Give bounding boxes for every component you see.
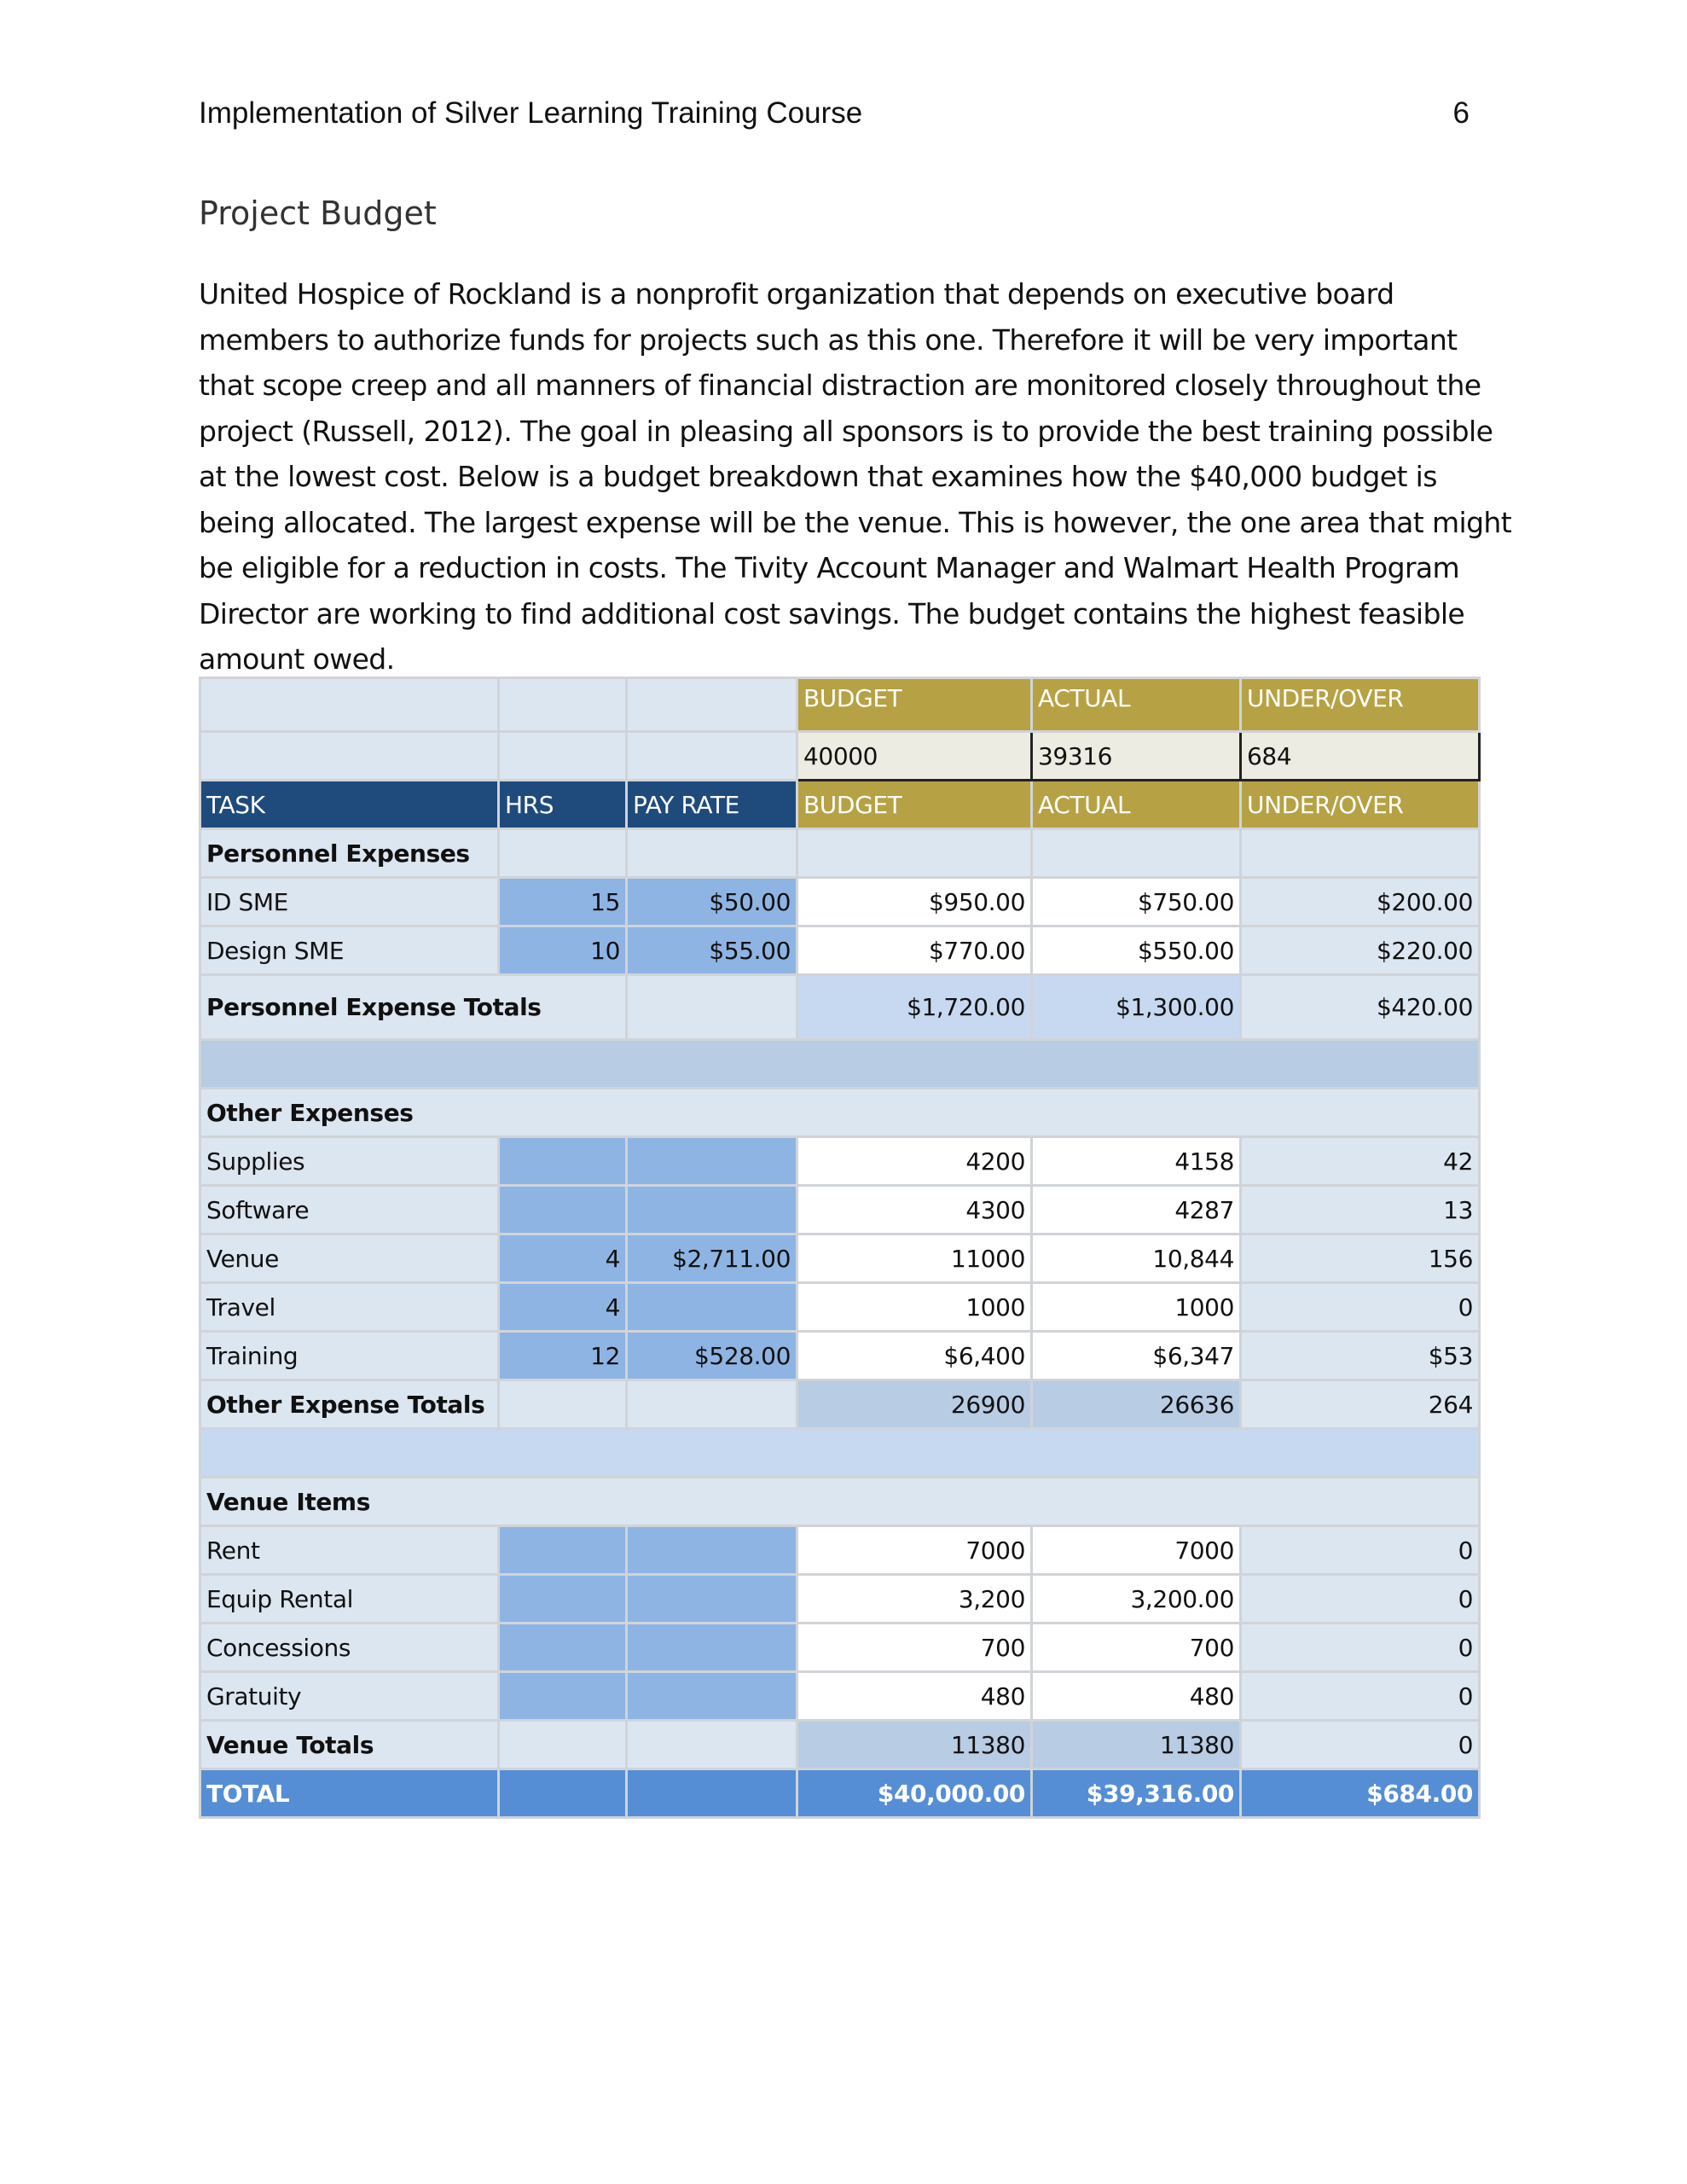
empty-cell xyxy=(627,829,797,878)
under-over-cell: $220.00 xyxy=(1241,926,1480,975)
pay-rate-cell: $2,711.00 xyxy=(627,1234,797,1283)
table-row xyxy=(200,1526,1480,1575)
actual-cell: 4158 xyxy=(1032,1137,1241,1186)
actual-cell: 700 xyxy=(1032,1623,1241,1672)
summary-budget-value: 40000 xyxy=(797,732,1032,781)
budget-cell: $950.00 xyxy=(797,878,1032,926)
under-over-cell: 0 xyxy=(1241,1526,1480,1575)
section-heading-row xyxy=(200,829,1480,878)
task-cell: Equip Rental xyxy=(200,1575,499,1623)
hrs-cell xyxy=(499,1186,627,1234)
table-row xyxy=(200,878,1480,926)
paragraph-line: amount owed. xyxy=(199,642,395,676)
under-over-total: $420.00 xyxy=(1241,975,1480,1040)
budget-cell: 11000 xyxy=(797,1234,1032,1283)
empty-cell xyxy=(627,678,797,732)
grand-total-actual: $39,316.00 xyxy=(1032,1769,1241,1818)
paragraph-line: at the lowest cost. Below is a budget breakdown that examines how the $40,000 budget is xyxy=(199,460,1437,493)
under-over-total: 0 xyxy=(1241,1721,1480,1769)
actual-total: $1,300.00 xyxy=(1032,975,1241,1040)
body-paragraph xyxy=(199,271,1512,682)
section-heading-row xyxy=(200,1089,1480,1137)
table-row xyxy=(200,1332,1480,1380)
pay-rate-cell: $528.00 xyxy=(627,1332,797,1380)
under-over-cell: 42 xyxy=(1241,1137,1480,1186)
actual-cell: 4287 xyxy=(1032,1186,1241,1234)
under-over-cell: $200.00 xyxy=(1241,878,1480,926)
column-header-budget: BUDGET xyxy=(797,781,1032,829)
totals-row xyxy=(200,975,1480,1040)
summary-under-over-value: 684 xyxy=(1241,732,1480,781)
table-row xyxy=(200,1186,1480,1234)
grand-total-under-over: $684.00 xyxy=(1241,1769,1480,1818)
column-header-row xyxy=(200,781,1480,829)
paragraph-line: members to authorize funds for projects such as this one. Therefore it will be very important xyxy=(199,322,1458,357)
pay-rate-cell xyxy=(627,1283,797,1332)
hrs-cell: 4 xyxy=(499,1234,627,1283)
totals-label: Other Expense Totals xyxy=(200,1380,499,1429)
hrs-cell xyxy=(499,1137,627,1186)
budget-cell: $6,400 xyxy=(797,1332,1032,1380)
empty-cell xyxy=(627,1769,797,1818)
page-number: 6 xyxy=(1452,96,1470,130)
section-heading-other: Other Expenses xyxy=(200,1089,1480,1137)
column-header-actual: ACTUAL xyxy=(1032,781,1241,829)
running-title: Implementation of Silver Learning Training Course xyxy=(199,96,863,130)
under-over-cell: $53 xyxy=(1241,1332,1480,1380)
budget-cell: 1000 xyxy=(797,1283,1032,1332)
task-cell: Travel xyxy=(200,1283,499,1332)
paragraph-line: being allocated. The largest expense will be the venue. This is however, the one area that might xyxy=(199,505,1512,539)
column-header-pay-rate: PAY RATE xyxy=(627,781,797,829)
empty-cell xyxy=(627,732,797,781)
empty-cell xyxy=(499,1769,627,1818)
budget-total: 26900 xyxy=(797,1380,1032,1429)
totals-label: Venue Totals xyxy=(200,1721,499,1769)
empty-cell xyxy=(1241,829,1480,878)
pay-rate-cell xyxy=(627,1137,797,1186)
section-heading-personnel: Personnel Expenses xyxy=(200,829,499,878)
budget-total: $1,720.00 xyxy=(797,975,1032,1040)
section-heading-venue: Venue Items xyxy=(200,1478,1480,1526)
summary-header-row xyxy=(200,678,1480,732)
table-row xyxy=(200,1623,1480,1672)
table-row xyxy=(200,1234,1480,1283)
budget-cell: 480 xyxy=(797,1672,1032,1721)
task-cell: Rent xyxy=(200,1526,499,1575)
empty-cell xyxy=(797,829,1032,878)
hrs-cell: 10 xyxy=(499,926,627,975)
task-cell: Venue xyxy=(200,1234,499,1283)
summary-header-budget: BUDGET xyxy=(797,678,1032,732)
actual-cell: 10,844 xyxy=(1032,1234,1241,1283)
pay-rate-cell: $50.00 xyxy=(627,878,797,926)
budget-table xyxy=(199,677,1481,1819)
hrs-cell xyxy=(499,1672,627,1721)
empty-cell xyxy=(627,1721,797,1769)
budget-cell: 4300 xyxy=(797,1186,1032,1234)
under-over-cell: 0 xyxy=(1241,1283,1480,1332)
spacer-cell xyxy=(200,1429,1480,1478)
under-over-cell: 0 xyxy=(1241,1672,1480,1721)
section-heading-row xyxy=(200,1478,1480,1526)
column-header-under-over: UNDER/OVER xyxy=(1241,781,1480,829)
table-row xyxy=(200,1283,1480,1332)
under-over-cell: 156 xyxy=(1241,1234,1480,1283)
table-row xyxy=(200,1137,1480,1186)
task-cell: Design SME xyxy=(200,926,499,975)
totals-row xyxy=(200,1380,1480,1429)
actual-cell: 3,200.00 xyxy=(1032,1575,1241,1623)
running-header xyxy=(199,96,1470,139)
summary-actual-value: 39316 xyxy=(1032,732,1241,781)
grand-total-row xyxy=(200,1769,1480,1818)
task-cell: Software xyxy=(200,1186,499,1234)
spacer-row xyxy=(200,1429,1480,1478)
hrs-cell xyxy=(499,1623,627,1672)
column-header-task: TASK xyxy=(200,781,499,829)
budget-cell: 700 xyxy=(797,1623,1032,1672)
empty-cell xyxy=(627,1380,797,1429)
summary-header-under-over: UNDER/OVER xyxy=(1241,678,1480,732)
task-cell: Training xyxy=(200,1332,499,1380)
task-cell: ID SME xyxy=(200,878,499,926)
empty-cell xyxy=(499,1380,627,1429)
empty-cell xyxy=(1032,829,1241,878)
pay-rate-cell xyxy=(627,1526,797,1575)
actual-total: 26636 xyxy=(1032,1380,1241,1429)
hrs-cell: 15 xyxy=(499,878,627,926)
paragraph-line: United Hospice of Rockland is a nonprofit organization that depends on executive board xyxy=(199,277,1394,311)
table-row xyxy=(200,1672,1480,1721)
actual-cell: $550.00 xyxy=(1032,926,1241,975)
actual-cell: $750.00 xyxy=(1032,878,1241,926)
empty-cell xyxy=(627,975,797,1040)
pay-rate-cell xyxy=(627,1623,797,1672)
empty-cell xyxy=(499,829,627,878)
column-header-hrs: HRS xyxy=(499,781,627,829)
empty-cell xyxy=(200,678,499,732)
table-row xyxy=(200,1575,1480,1623)
budget-total: 11380 xyxy=(797,1721,1032,1769)
summary-values-row xyxy=(200,732,1480,781)
empty-cell xyxy=(200,732,499,781)
empty-cell xyxy=(499,732,627,781)
under-over-total: 264 xyxy=(1241,1380,1480,1429)
empty-cell xyxy=(499,1721,627,1769)
spacer-row xyxy=(200,1040,1480,1089)
hrs-cell xyxy=(499,1575,627,1623)
actual-cell: 1000 xyxy=(1032,1283,1241,1332)
summary-header-actual: ACTUAL xyxy=(1032,678,1241,732)
actual-total: 11380 xyxy=(1032,1721,1241,1769)
actual-cell: 7000 xyxy=(1032,1526,1241,1575)
totals-row xyxy=(200,1721,1480,1769)
hrs-cell: 4 xyxy=(499,1283,627,1332)
spacer-cell xyxy=(200,1040,1480,1089)
paragraph-line: that scope creep and all manners of financial distraction are monitored closely throughout the xyxy=(199,369,1481,402)
task-cell: Concessions xyxy=(200,1623,499,1672)
pay-rate-cell: $55.00 xyxy=(627,926,797,975)
under-over-cell: 0 xyxy=(1241,1623,1480,1672)
paragraph-line: Director are working to find additional cost savings. The budget contains the highest feasible xyxy=(199,596,1465,630)
actual-cell: 480 xyxy=(1032,1672,1241,1721)
budget-cell: 4200 xyxy=(797,1137,1032,1186)
actual-cell: $6,347 xyxy=(1032,1332,1241,1380)
budget-cell: 7000 xyxy=(797,1526,1032,1575)
budget-cell: $770.00 xyxy=(797,926,1032,975)
hrs-cell xyxy=(499,1526,627,1575)
grand-total-budget: $40,000.00 xyxy=(797,1769,1032,1818)
totals-label: Personnel Expense Totals xyxy=(200,975,627,1040)
pay-rate-cell xyxy=(627,1186,797,1234)
pay-rate-cell xyxy=(627,1672,797,1721)
section-title: Project Budget xyxy=(199,195,437,232)
paragraph-line: be eligible for a reduction in costs. The Tivity Account Manager and Walmart Health Program xyxy=(199,551,1460,584)
under-over-cell: 0 xyxy=(1241,1575,1480,1623)
task-cell: Gratuity xyxy=(200,1672,499,1721)
under-over-cell: 13 xyxy=(1241,1186,1480,1234)
empty-cell xyxy=(499,678,627,732)
budget-cell: 3,200 xyxy=(797,1575,1032,1623)
grand-total-label: TOTAL xyxy=(200,1769,499,1818)
task-cell: Supplies xyxy=(200,1137,499,1186)
table-row xyxy=(200,926,1480,975)
pay-rate-cell xyxy=(627,1575,797,1623)
paragraph-line: project (Russell, 2012). The goal in pleasing all sponsors is to provide the best training possible xyxy=(199,414,1493,448)
hrs-cell: 12 xyxy=(499,1332,627,1380)
